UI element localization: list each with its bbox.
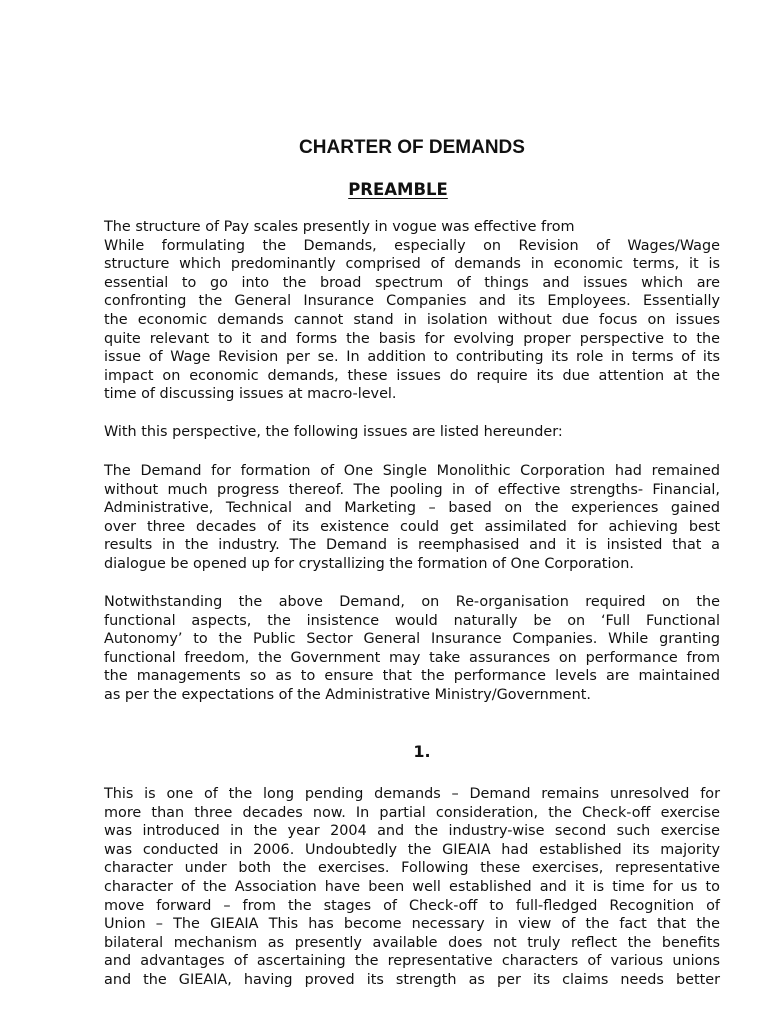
paragraph-line: character of the Association have been well established and it is time for us to — [104, 878, 720, 895]
paragraph-line: was introduced in the year 2004 and the industry-wise second such exercise — [104, 823, 720, 840]
paragraph-line: character under both the exercises. Following these exercises, representative — [104, 860, 720, 877]
paragraph-line: Autonomy’ to the Public Sector General Insurance Companies. While granting — [104, 631, 720, 648]
paragraph-line: Union – The GIEAIA This has become necessary in view of the fact that the — [104, 916, 720, 933]
section-heading-preamble: PREAMBLE — [348, 180, 448, 199]
paragraph-line: dialogue be opened up for crystallizing the formation of One Corporation. — [104, 555, 634, 572]
paragraph-line: move forward – from the stages of Check-off to full-fledged Recognition of — [104, 897, 720, 914]
paragraph-line: more than three decades now. In partial consideration, the Check-off exercise — [104, 804, 720, 821]
paragraph-line: the economic demands cannot stand in isolation without due focus on issues — [104, 311, 720, 328]
paragraph-line: The structure of Pay scales presently in vogue was effective from — [104, 219, 575, 235]
paragraph-line: The Demand for formation of One Single Monolithic Corporation had remained — [104, 463, 720, 479]
paragraph-recognition — [104, 785, 720, 990]
document-title: CHARTER OF DEMANDS — [299, 137, 525, 158]
paragraph-line: as per the expectations of the Administrative Ministry/Government. — [104, 686, 591, 703]
paragraph-line: functional freedom, the Government may take assurances on performance from — [104, 649, 720, 666]
paragraph-line: Administrative, Technical and Marketing – based on the experiences gained — [104, 500, 720, 517]
paragraph-line: Notwithstanding the above Demand, on Re-organisation required on the — [104, 594, 720, 610]
paragraph-line: without much progress thereof. The pooling in of effective strengths- Financial, — [104, 481, 720, 498]
paragraph-line: was conducted in 2006. Undoubtedly the GIEAIA had established its majority — [104, 841, 720, 858]
paragraph-line: essential to go into the broad spectrum of things and issues which are — [104, 274, 720, 291]
paragraph-line: structure which predominantly comprised of demands in economic terms, it is — [104, 256, 720, 273]
paragraph-line: over three decades of its existence could get assimilated for achieving best — [104, 518, 720, 535]
section-number: 1. — [413, 742, 431, 761]
paragraph-line: With this perspective, the following issues are listed hereunder: — [104, 424, 563, 440]
paragraph-functional-autonomy — [104, 593, 720, 705]
paragraph-pay-scales — [104, 218, 720, 404]
paragraph-line: issue of Wage Revision per se. In addition to contributing its role in terms of its — [104, 349, 720, 366]
paragraph-line: quite relevant to it and forms the basis for evolving proper perspective to the — [104, 330, 720, 347]
paragraph-line: bilateral mechanism as presently available does not truly reflect the benefits — [104, 934, 720, 951]
paragraph-line: and advantages of ascertaining the representative characters of various unions — [104, 953, 720, 970]
paragraph-line: results in the industry. The Demand is reemphasised and it is insisted that a — [104, 537, 720, 554]
paragraph-perspective — [104, 423, 720, 442]
paragraph-line: impact on economic demands, these issues do require its due attention at the — [104, 367, 720, 384]
paragraph-line: functional aspects, the insistence would naturally be on ‘Full Functional — [104, 612, 720, 629]
paragraph-line: the managements so as to ensure that the performance levels are maintained — [104, 668, 720, 685]
paragraph-line: While formulating the Demands, especially on Revision of Wages/Wage — [104, 237, 720, 254]
paragraph-line: confronting the General Insurance Companies and its Employees. Essentially — [104, 293, 720, 310]
paragraph-one-corporation — [104, 462, 720, 574]
paragraph-line: time of discussing issues at macro-level. — [104, 386, 397, 403]
paragraph-line: This is one of the long pending demands – Demand remains unresolved for — [104, 786, 720, 802]
paragraph-line: and the GIEAIA, having proved its strength as per its claims needs better — [104, 971, 720, 988]
